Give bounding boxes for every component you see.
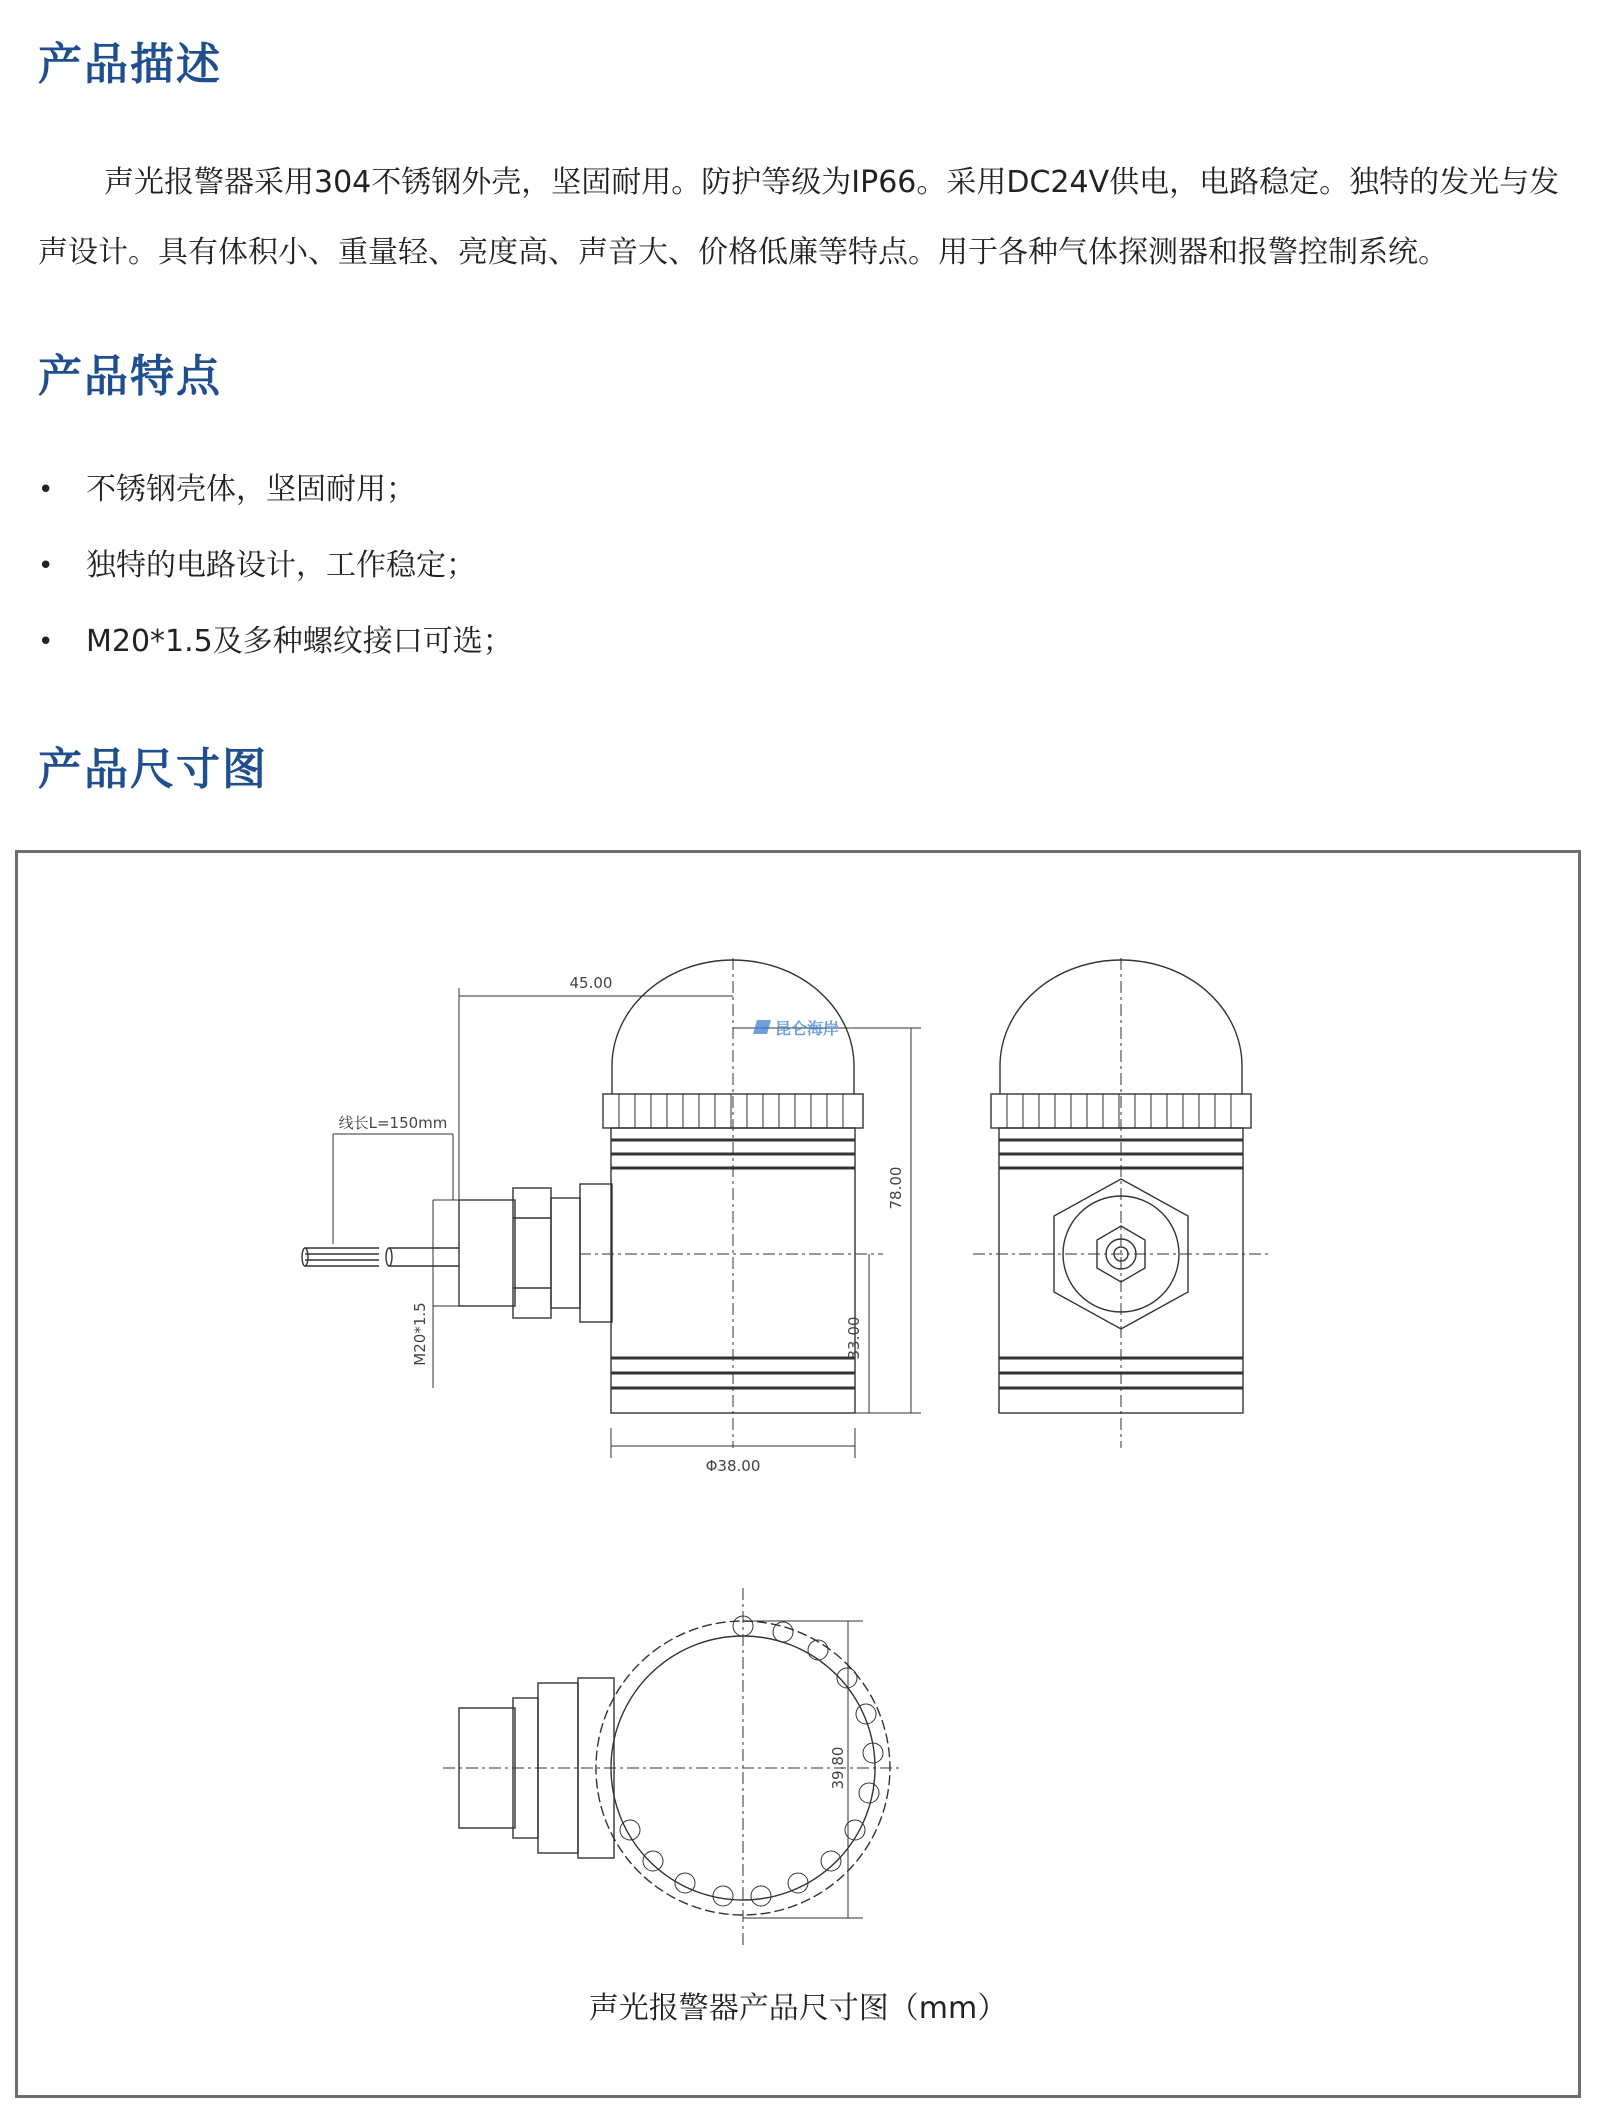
dimension-figure <box>15 850 1581 2098</box>
figure-caption: 声光报警器产品尺寸图（mm） <box>588 1991 1008 2026</box>
feature-list <box>38 452 513 680</box>
thread-connector <box>459 1200 515 1306</box>
bullet-icon: • <box>38 475 54 505</box>
feature-text: M20*1.5及多种螺纹接口可选； <box>86 624 513 659</box>
bullet-icon: • <box>38 627 54 657</box>
bullet-icon: • <box>38 551 54 581</box>
section-heading-description: 产品描述 <box>38 39 222 90</box>
watermark-text: 昆仑海岸 <box>775 1019 840 1038</box>
watermark-logo <box>753 1019 839 1038</box>
fitting-nut <box>580 1184 612 1322</box>
description-paragraph <box>38 148 1568 288</box>
dim-label-top-diameter: 39.80 <box>829 1746 847 1790</box>
description-text: 声光报警器采用304不锈钢外壳，坚固耐用。防护等级为IP66。采用DC24V供电，电路稳定。独特的发光与发声设计。具有体积小、重量轻、亮度高、声音大、价格低廉等特点。用于各种气体探测器和报警控制系统。 <box>38 165 1560 270</box>
dim-label-height: 78.00 <box>887 1166 905 1210</box>
feature-text: 不锈钢壳体，坚固耐用； <box>86 472 416 507</box>
dim-label-lower-height: 33.00 <box>845 1316 863 1360</box>
section-heading-dimensions: 产品尺寸图 <box>38 744 268 795</box>
feature-text: 独特的电路设计，工作稳定； <box>86 548 476 583</box>
side-view <box>973 958 1269 1448</box>
fitting-nut-2 <box>513 1188 551 1318</box>
section-heading-features: 产品特点 <box>38 351 222 402</box>
feature-item <box>38 604 513 680</box>
dim-label-thread: M20*1.5 <box>411 1302 429 1366</box>
dim-label-diameter: Φ38.00 <box>705 1457 761 1475</box>
dim-label-cable: 线长L=150mm <box>338 1114 448 1132</box>
cable <box>302 1248 459 1266</box>
dim-label-width: 45.00 <box>569 974 613 992</box>
feature-item <box>38 528 513 604</box>
technical-drawing <box>183 888 1433 1958</box>
feature-item <box>38 452 513 528</box>
